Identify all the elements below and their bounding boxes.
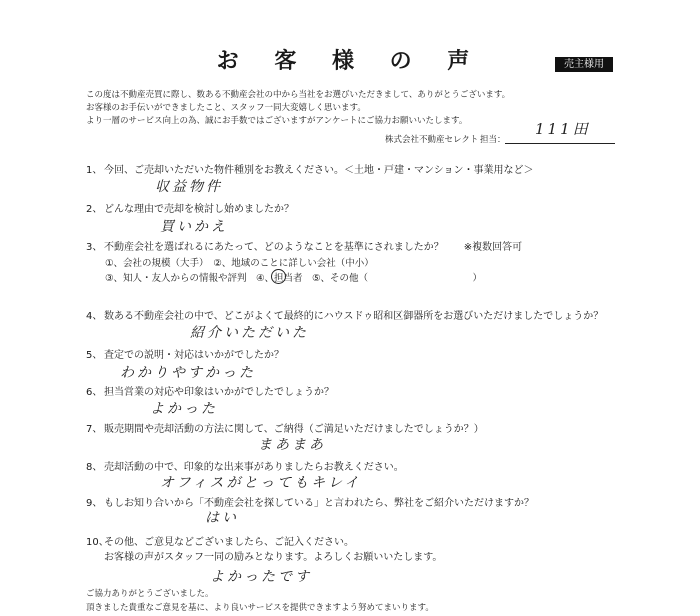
question-text: 数ある不動産会社の中で、どこがよくて最終的にハウスドゥ昭和区御器所をお選びいただけましたでしょうか？ <box>104 311 604 322</box>
question-text: 売却活動の中で、印象的な出来事がありましたらお教えください。 <box>104 462 404 473</box>
seller-badge: 売主様用 <box>555 57 613 72</box>
answer-7: まあまあ <box>258 437 326 453</box>
question-text: もしお知り合いから「不動産会社を探している」と言われたら、弊社をご紹介いただけますか？ <box>104 498 534 509</box>
question-8 <box>86 458 404 473</box>
staff-name-handwritten: 111田 <box>535 120 591 138</box>
question-text: 査定での説明・対応はいかがでしたか？ <box>104 350 284 361</box>
answer-10: よかったです <box>210 569 312 585</box>
footer-thanks: ご協力ありがとうございました。 <box>86 589 214 599</box>
question-number: 5、 <box>86 350 103 361</box>
question-6 <box>86 383 334 398</box>
question-7 <box>86 420 484 435</box>
intro-line-3: より一層のサービス向上の為、誠にお手数ではございますがアンケートにご協力お願いいたします。 <box>86 116 468 126</box>
answer-8: オフィスがとってもキレイ <box>160 475 362 491</box>
question-5 <box>86 346 284 361</box>
answer-2: 買いかえ <box>160 219 228 235</box>
question-1 <box>86 161 534 176</box>
answer-1: 収益物件 <box>155 179 223 195</box>
question-text: 今回、ご売却いただいた物件種別をお教えください。＜土地・戸建・マンション・事業用など＞ <box>104 165 534 176</box>
page-title: お 客 様 の 声 <box>216 49 484 74</box>
answer-6: よかった <box>150 401 218 417</box>
answer-5: わかりやすかった <box>120 365 256 381</box>
q10-line-2: お客様の声がスタッフ一同の励みとなります。よろしくお願いいたします。 <box>104 552 443 563</box>
question-4 <box>86 307 603 322</box>
question-number: 10、 <box>86 537 109 548</box>
answer-4: 紹介いただいた <box>190 325 309 341</box>
question-number: 7、 <box>86 424 103 435</box>
intro-line-1: この度は不動産売買に際し、数ある不動産会社の中から当社をお選びいただきまして、ありがとうございます。 <box>86 90 511 100</box>
question-9 <box>86 494 534 509</box>
staff-label: 担当： <box>480 135 506 145</box>
question-number: 2、 <box>86 204 103 215</box>
question-number: 9、 <box>86 498 103 509</box>
question-2 <box>86 200 294 215</box>
question-text: どんな理由で売却を検討し始めましたか？ <box>104 204 294 215</box>
question-number: 8、 <box>86 462 103 473</box>
question-number: 3、 <box>86 242 103 253</box>
question-text: 担当営業の対応や印象はいかがでしたでしょうか？ <box>104 387 334 398</box>
q3-options-line-1: ①、会社の規模（大手） ②、地域のことに詳しい会社（中小） <box>105 258 374 269</box>
question-text: 不動産会社を選ばれるにあたって、どのようなことを基準にされましたか？ ※複数回答可 <box>104 242 523 253</box>
question-text: 販売期間や売却活動の方法に関して、ご納得（ご満足いただけましたでしょうか？） <box>104 424 484 435</box>
question-number: 6、 <box>86 387 103 398</box>
question-number: 1、 <box>86 165 103 176</box>
intro-line-2: お客様のお手伝いができましたこと、スタッフ一同大変嬉しく思います。 <box>86 103 366 113</box>
selected-option-circle <box>271 269 286 284</box>
staff-underline <box>505 143 615 144</box>
footer-note: 頂きました貴重なご意見を基に、より良いサービスを提供できますよう努めてまいります。 <box>86 603 434 613</box>
question-10 <box>86 533 354 548</box>
company-name: 株式会社不動産セレクト <box>385 135 479 145</box>
answer-9: はい <box>205 510 239 526</box>
question-3 <box>86 238 522 253</box>
question-text: その他、ご意見などございましたら、ご記入ください。 <box>104 537 354 548</box>
question-number: 4、 <box>86 311 103 322</box>
q3-options-line-2: ③、知人・友人からの情報や評判 ④、担当者 ⑤、その他（ ） <box>105 273 483 284</box>
